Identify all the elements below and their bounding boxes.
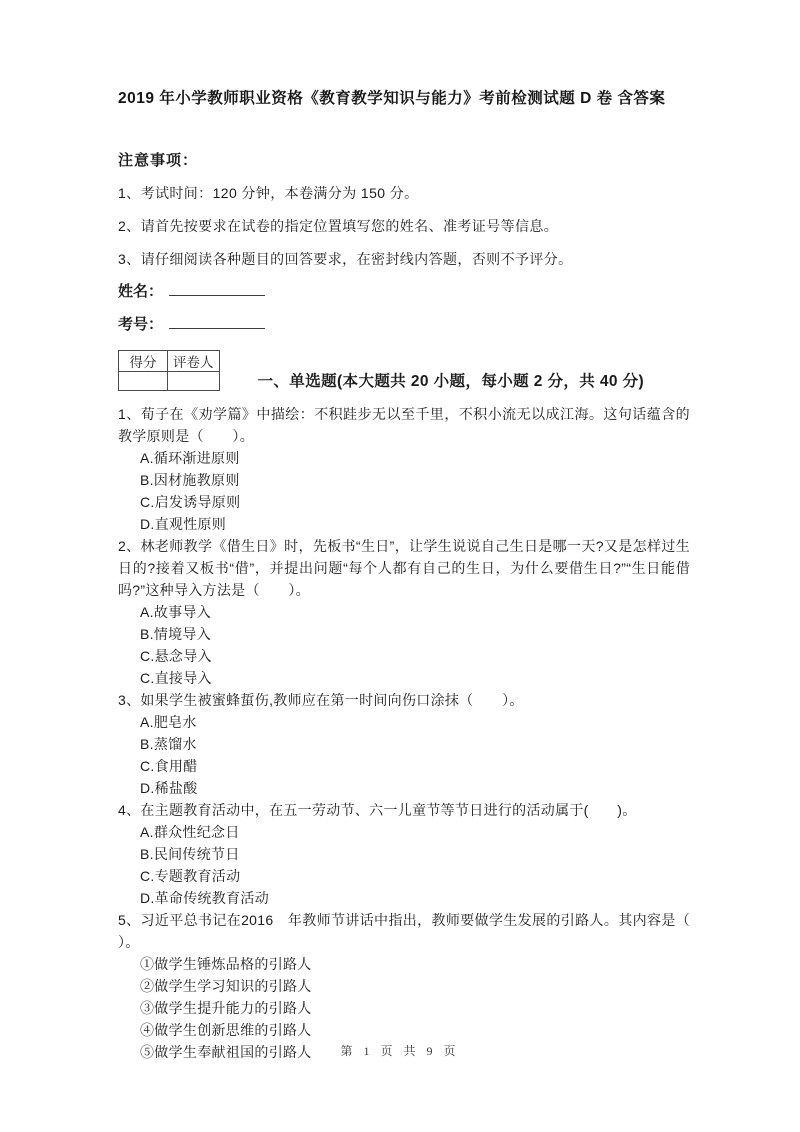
option-item: C.启发诱导原则: [140, 494, 241, 510]
option-item: B.蒸馏水: [140, 736, 197, 752]
option-item: D.稀盐酸: [140, 780, 198, 796]
name-line: [118, 282, 690, 302]
notice-item: 2、请首先按要求在试卷的指定位置填写您的姓名、准考证号等信息。: [118, 218, 559, 234]
notice-item: 3、请仔细阅读各种题目的回答要求，在密封线内答题，否则不予评分。: [118, 251, 573, 267]
score-section: [118, 350, 690, 391]
option-item: C.食用醋: [140, 758, 198, 774]
question-list: [118, 403, 690, 1063]
question-stem: 4、在主题教育活动中，在五一劳动节、六一儿童节等节日进行的活动属于( )。: [118, 802, 637, 818]
option-item: C.悬念导入: [140, 648, 212, 664]
question-stem: 5、习近平总书记在2016 年教师节讲话中指出，教师要做学生发展的引路人。其内容是（ ）。: [118, 912, 690, 950]
score-header-cell: 得分: [119, 351, 168, 372]
question-5: [118, 909, 690, 1063]
option-item: C.直接导入: [140, 670, 212, 686]
question-stem: 2、林老师教学《借生日》时，先板书“生日”，让学生说说自己生日是哪一天?又是怎样过生日的?接着又板书“借”，并提出问题“每个人都有自己的生日，为什么要借生日?”“生日能借吗?”这种导入方法是（ ）。: [118, 538, 690, 598]
question-4: [118, 799, 690, 909]
question-2: [118, 535, 690, 689]
option-item: A.循环渐进原则: [140, 450, 240, 466]
name-label: 姓名：: [118, 283, 164, 300]
option-item: D.直观性原则: [140, 516, 227, 532]
option-item: B.情境导入: [140, 626, 212, 642]
grader-header-cell: 评卷人: [168, 351, 220, 372]
question-stem: 1、荀子在《劝学篇》中描绘：不积跬步无以至千里，不积小流无以成江海。这句话蕴含的教学原则是（ ）。: [118, 406, 690, 444]
notice-heading: 注意事项：: [118, 152, 199, 169]
question-1: [118, 403, 690, 535]
name-blank-line: [169, 282, 265, 296]
option-item: B.民间传统节日: [140, 846, 240, 862]
page-title: 2019 年小学教师职业资格《教育教学知识与能力》考前检测试题 D 卷 含答案: [118, 90, 666, 107]
option-item: ②做学生学习知识的引路人: [140, 978, 312, 994]
score-table-value-row: [119, 372, 220, 391]
notice-item: 1、考试时间：120 分钟，本卷满分为 150 分。: [118, 185, 419, 201]
exam-id-label: 考号：: [118, 316, 164, 333]
grader-value-cell: [168, 372, 220, 391]
option-item: C.专题教育活动: [140, 868, 241, 884]
question-stem: 3、如果学生被蜜蜂蜇伤,教师应在第一时间向伤口涂抹（ ）。: [118, 692, 524, 708]
exam-id-blank-line: [169, 315, 265, 329]
score-value-cell: [119, 372, 168, 391]
option-item: A.群众性纪念日: [140, 824, 240, 840]
question-3: [118, 689, 690, 799]
option-item: B.因材施教原则: [140, 472, 240, 488]
page-footer: 第 1 页 共 9 页: [340, 1044, 460, 1058]
page-content: [118, 0, 690, 1063]
score-table-header-row: [119, 351, 220, 372]
option-item: ③做学生提升能力的引路人: [140, 1000, 312, 1016]
score-table: [118, 350, 220, 391]
option-item: ①做学生锤炼品格的引路人: [140, 956, 312, 972]
option-item: ⑤做学生奉献祖国的引路人: [140, 1044, 312, 1060]
option-item: D.革命传统教育活动: [140, 890, 269, 906]
option-item: ④做学生创新思维的引路人: [140, 1022, 312, 1038]
exam-id-line: [118, 315, 690, 335]
section-heading: 一、单选题(本大题共 20 小题，每小题 2 分，共 40 分): [257, 373, 645, 390]
option-item: A.故事导入: [140, 604, 212, 620]
option-item: A.肥皂水: [140, 714, 197, 730]
